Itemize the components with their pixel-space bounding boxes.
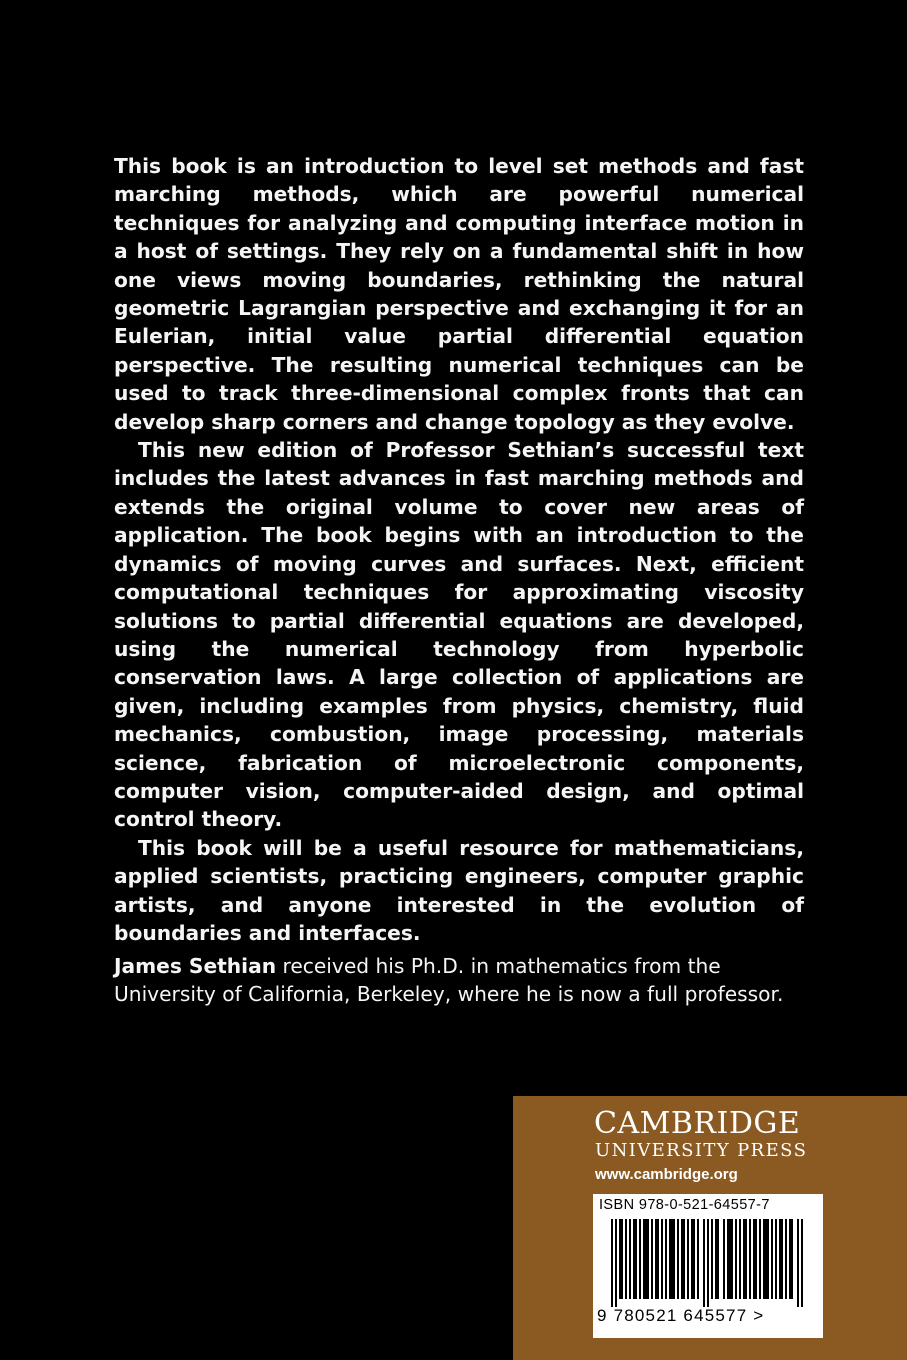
barcode-icon [611, 1219, 807, 1307]
author-bio-text: received his Ph.D. in mathematics from the University of California, Berkeley, where he is now a full professor. [114, 954, 784, 1007]
publisher-url: www.cambridge.org [595, 1166, 738, 1183]
barcode-box [593, 1194, 823, 1338]
description-paragraph-1: This book is an introduction to level set methods and fast marching methods, which are powerful numerical techniques for analyzing and computing interface motion in a host of settings. They rely on a fundamental shift in how one views moving boundaries, rethinking the natural geometric Lagrangian perspective and exchanging it for an Eulerian, initial value partial differential equation perspective. The resulting numerical techniques can be used to track three-dimensional complex fronts that can develop sharp corners and change topology as they evolve. [114, 154, 804, 434]
publisher-name: CAMBRIDGE [594, 1106, 801, 1141]
author-name: James Sethian [114, 954, 277, 978]
publisher-subtitle: UNIVERSITY PRESS [595, 1140, 808, 1161]
isbn-label: ISBN 978-0-521-64557-7 [599, 1197, 770, 1213]
publisher-panel [513, 1096, 907, 1360]
book-description [114, 152, 804, 947]
barcode-digits: 9 780521 645577 > [597, 1306, 765, 1325]
author-bio [114, 952, 804, 1009]
description-paragraph-2: This new edition of Professor Sethian’s successful text includes the latest advances in fast marching methods and extends the original volume to cover new areas of application. The book begins with an introduction to the dynamics of moving curves and surfaces. Next, efficient computational techniques for approximating viscosity solutions to partial differential equations are developed, using the numerical technology from hyperbolic conservation laws. A large collection of applications are given, including examples from physics, chemistry, fluid mechanics, combustion, image processing, materials science, fabrication of microelectronic components, computer vision, computer-aided design, and optimal control theory. [114, 438, 804, 832]
description-paragraph-3: This book will be a useful resource for mathematicians, applied scientists, practicing engineers, computer graphic artists, and anyone interested in the evolution of boundaries and interfaces. [114, 835, 804, 945]
